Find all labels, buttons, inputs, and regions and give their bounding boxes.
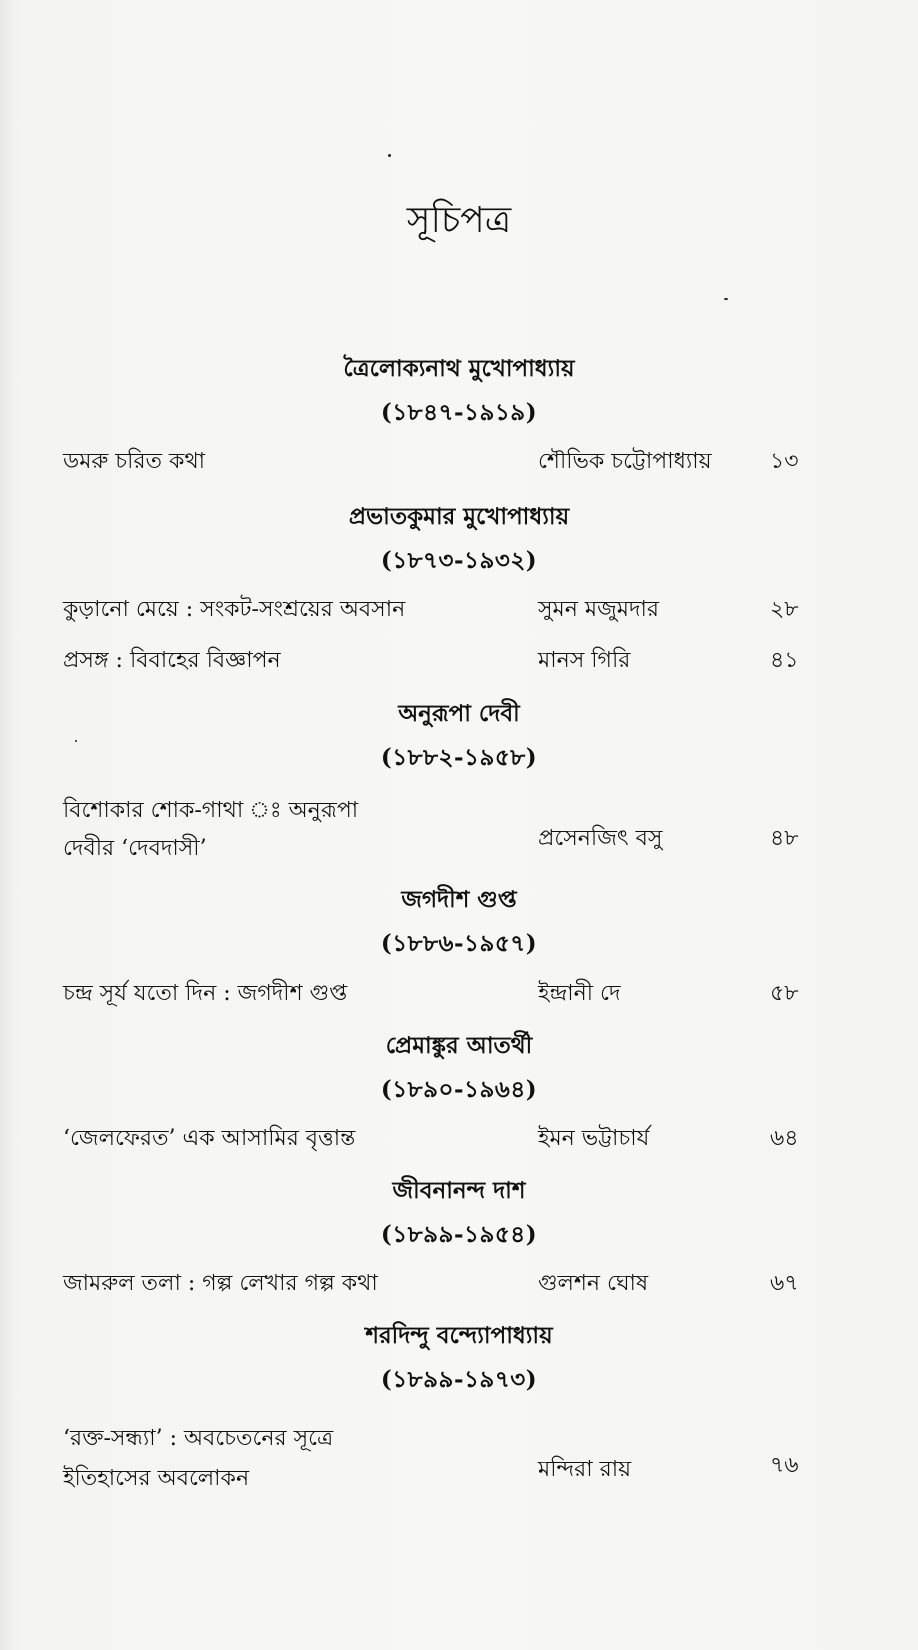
author-years: (১৮৪৭-১৯১৯) — [380, 399, 538, 426]
entry-writer: প্রসেনজিৎ বসু — [538, 826, 663, 851]
author-years: (১৮৯৯-১৯৭৩) — [380, 1366, 538, 1393]
author-years: (১৮৯০-১৯৬৪) — [380, 1076, 538, 1103]
author-name: জগদীশ গুপ্ত — [401, 886, 517, 913]
author-name: ত্রৈলোক্যনাথ মুখোপাধ্যায় — [343, 355, 575, 382]
author-name: প্রভাতকুমার মুখোপাধ্যায় — [348, 503, 570, 530]
entry-title: জামরুল তলা : গল্প লেখার গল্প কথা — [63, 1271, 378, 1296]
print-speck — [724, 298, 728, 300]
entry-page-number: ৭৬ — [770, 1453, 799, 1478]
entry-page-number: ৬৭ — [770, 1271, 799, 1296]
page-title: সূচিপত্র — [406, 200, 512, 241]
entry-writer: ইমন ভট্টাচার্য — [538, 1126, 650, 1151]
entry-writer: শৌভিক চট্টোপাধ্যায় — [538, 449, 712, 474]
author-years: (১৮৯৯-১৯৫৪) — [380, 1221, 538, 1248]
entry-title: ‘জেলফেরত’ এক আসামির বৃত্তান্ত — [63, 1126, 356, 1151]
entry-title: কুড়ানো মেয়ে : সংকট-সংশ্রয়ের অবসান — [63, 597, 406, 622]
entry-page-number: ৫৮ — [770, 981, 799, 1006]
entry-page-number: ২৮ — [770, 597, 799, 622]
entry-writer: সুমন মজুমদার — [538, 597, 660, 622]
author-name: অনুরূপা দেবী — [398, 700, 520, 727]
entry-title: ‘রক্ত-সন্ধ্যা’ : অবচেতনের সূত্রে ইতিহাসের অবলোকন — [63, 1426, 334, 1491]
entry-writer: মন্দিরা রায় — [538, 1457, 632, 1482]
author-name: জীবনানন্দ দাশ — [392, 1177, 526, 1204]
entry-page-number: ৪৮ — [770, 826, 799, 851]
entry-title: প্রসঙ্গ : বিবাহের বিজ্ঞাপন — [63, 648, 281, 673]
entry-page-number: ১৩ — [770, 449, 799, 474]
entry-title: বিশোকার শোক-গাথা ঃ অনুরূপা দেবীর ‘দেবদাসী’ — [63, 798, 359, 861]
entry-page-number: ৪১ — [770, 648, 799, 673]
entry-writer: ইন্দ্রানী দে — [538, 981, 621, 1006]
author-years: (১৮৮৬-১৯৫৭) — [380, 930, 538, 957]
entry-title: ডমরু চরিত কথা — [63, 449, 206, 474]
entry-page-number: ৬৪ — [770, 1126, 799, 1151]
author-name: শরদিন্দু বন্দ্যোপাধ্যায় — [365, 1322, 553, 1349]
print-speck — [388, 154, 391, 157]
entry-writer: গুলশন ঘোষ — [538, 1271, 649, 1296]
author-years: (১৮৭৩-১৯৩২) — [380, 547, 538, 574]
entry-title: চন্দ্র সূর্য যতো দিন : জগদীশ গুপ্ত — [63, 981, 348, 1006]
author-name: প্রেমাঙ্কুর আতর্থী — [385, 1032, 533, 1059]
entry-writer: মানস গিরি — [538, 648, 631, 673]
author-years: (১৮৮২-১৯৫৮) — [380, 744, 538, 771]
